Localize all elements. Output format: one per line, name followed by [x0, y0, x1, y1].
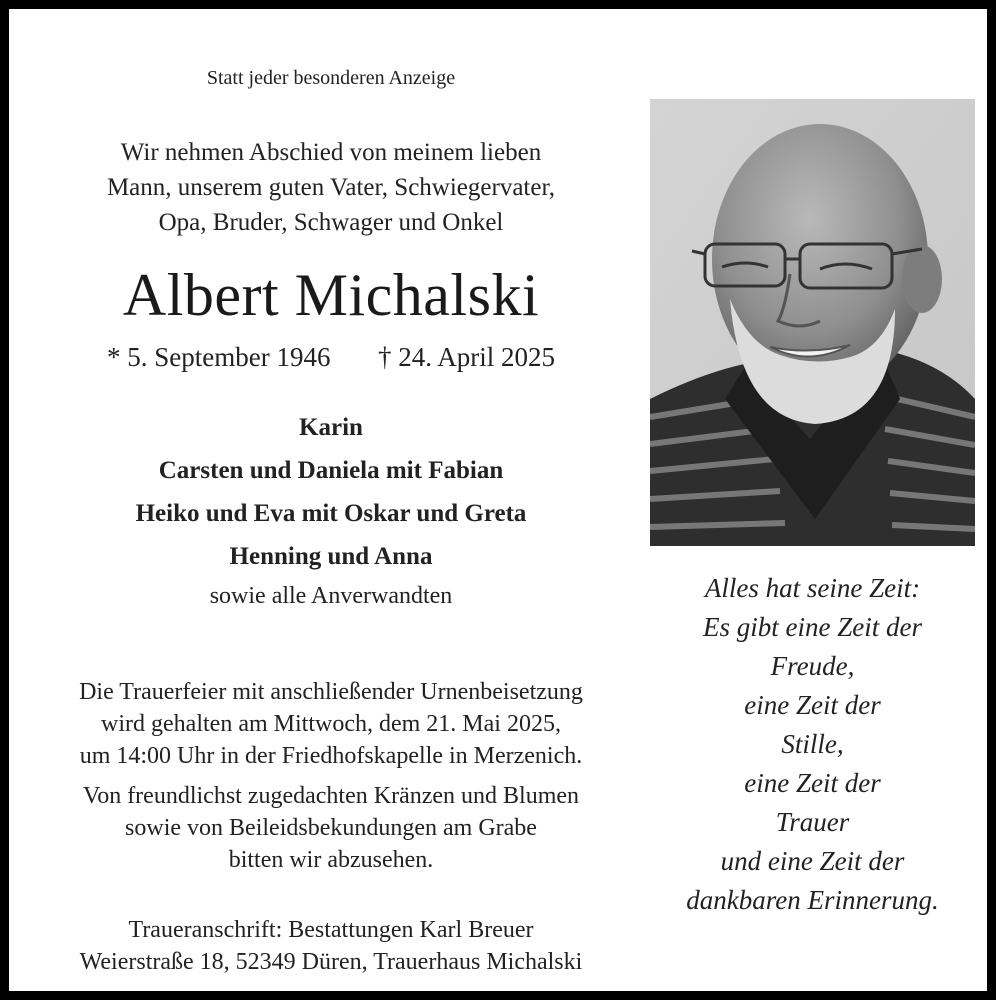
- quote-line-6: eine Zeit der: [744, 768, 881, 798]
- header-note: Statt jeder besonderen Anzeige: [206, 67, 456, 89]
- quote-line-8: und eine Zeit der: [720, 846, 905, 876]
- mourner-1: Karin: [299, 414, 363, 441]
- intro-line-1: Wir nehmen Abschied von meinem lieben: [120, 139, 542, 166]
- mourner-3: Heiko und Eva mit Oskar und Greta: [135, 500, 527, 527]
- ceremony-line-1: Die Trauerfeier mit anschließender Urnenbeisetzung: [79, 679, 583, 705]
- quote-line-5: Stille,: [781, 729, 844, 759]
- mourner-2: Carsten und Daniela mit Fabian: [158, 457, 504, 484]
- quote-line-9: dankbaren Erinnerung.: [686, 885, 939, 915]
- portrait-illustration: [650, 99, 975, 546]
- quote-block: [650, 569, 975, 920]
- intro-line-3: Opa, Bruder, Schwager und Onkel: [158, 209, 504, 236]
- mourner-4: Henning und Anna: [229, 543, 433, 570]
- intro-line-2: Mann, unserem guten Vater, Schwiegervater,: [106, 174, 556, 201]
- ceremony-line-3: um 14:00 Uhr in der Friedhofskapelle in Merzenich.: [79, 743, 583, 769]
- quote-line-1: Alles hat seine Zeit:: [704, 573, 921, 603]
- quote-line-2: Es gibt eine Zeit der: [703, 612, 922, 642]
- quote-line-7: Trauer: [775, 807, 850, 837]
- life-dates: [31, 342, 631, 373]
- address-line-1: Traueranschrift: Bestattungen Karl Breuer: [128, 917, 534, 943]
- request-line-3: bitten wir abzusehen.: [228, 847, 434, 873]
- deceased-name: Albert Michalski: [122, 262, 540, 328]
- birth-date: * 5. September 1946: [107, 342, 331, 372]
- ceremony-line-2: wird gehalten am Mittwoch, dem 21. Mai 2025,: [101, 711, 561, 737]
- address-line-2: Weierstraße 18, 52349 Düren, Trauerhaus Michalski: [79, 949, 583, 975]
- portrait-photo: [650, 99, 975, 546]
- quote-line-3: Freude,: [770, 651, 855, 681]
- request-line-1: Von freundlichst zugedachten Kränzen und Blumen: [82, 783, 580, 809]
- quote-line-4: eine Zeit der: [744, 690, 881, 720]
- request-line-2: sowie von Beileidsbekundungen am Grabe: [125, 815, 537, 841]
- relatives: sowie alle Anverwandten: [209, 583, 453, 609]
- death-date: † 24. April 2025: [377, 342, 555, 372]
